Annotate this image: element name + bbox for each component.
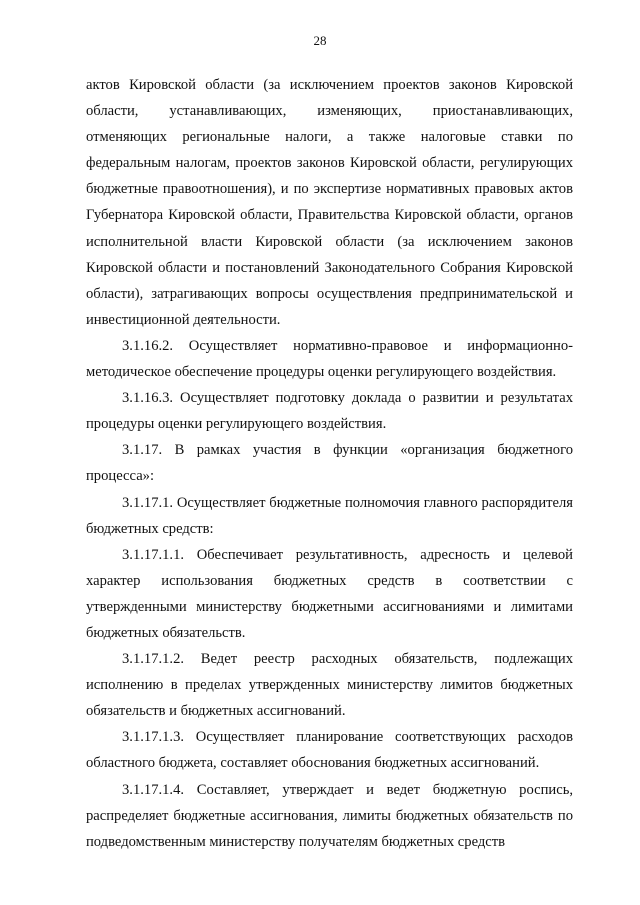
paragraph-3-1-16-2: 3.1.16.2. Осуществляет нормативно-правовое и информационно-методическое обеспечение процедуры оценки регулирующего воздействия. (86, 337, 573, 381)
page-number: 28 (313, 33, 327, 48)
paragraph-3-1-17: 3.1.17. В рамках участия в функции «организация бюджетного процесса»: (86, 442, 573, 485)
paragraph-3-1-17-1-4: 3.1.17.1.4. Составляет, утверждает и ведет бюджетную роспись, распределяет бюджетные ассигнования, лимиты бюджетных обязательств по подведомственным министерству получателям бюджетных средств (86, 781, 573, 850)
document-body (86, 72, 573, 855)
paragraph-3-1-17-1: 3.1.17.1. Осуществляет бюджетные полномочия главного распорядителя бюджетных средств: (86, 494, 573, 537)
paragraph-3-1-17-1-3: 3.1.17.1.3. Осуществляет планирование соответствующих расходов областного бюджета, составляет обоснования бюджетных ассигнований. (86, 729, 573, 772)
paragraph-3-1-17-1-2: 3.1.17.1.2. Ведет реестр расходных обязательств, подлежащих исполнению в пределах утвержденных министерству лимитов бюджетных обязательств и бюджетных ассигнований. (86, 651, 573, 720)
paragraph-3-1-17-1-1: 3.1.17.1.1. Обеспечивает результативность, адресность и целевой характер использования бюджетных средств в соответствии с утвержденными министерству бюджетными ассигнованиями и лимитами бюджетных обязательств. (86, 546, 573, 641)
paragraph-continuation: актов Кировской области (за исключением проектов законов Кировской области, устанавливающих, изменяющих, приостанавливающих, отменяющих региональные налоги, а также налоговые ставки по федеральным налогам, проектов законов Кировской области, регулирующих бюджетные правоотношения), и по экспертизе нормативных правовых актов Губернатора Кировской области, Правительства Кировской области, органов исполнительной власти Кировской области (за исключением законов Кировской области и постановлений Законодательного Собрания Кировской области), затрагивающих вопросы осуществления предпринимательской и инвестиционной деятельности. (86, 77, 573, 328)
paragraph-3-1-16-3: 3.1.16.3. Осуществляет подготовку доклада о развитии и результатах процедуры оценки регулирующего воздействия. (86, 390, 573, 433)
